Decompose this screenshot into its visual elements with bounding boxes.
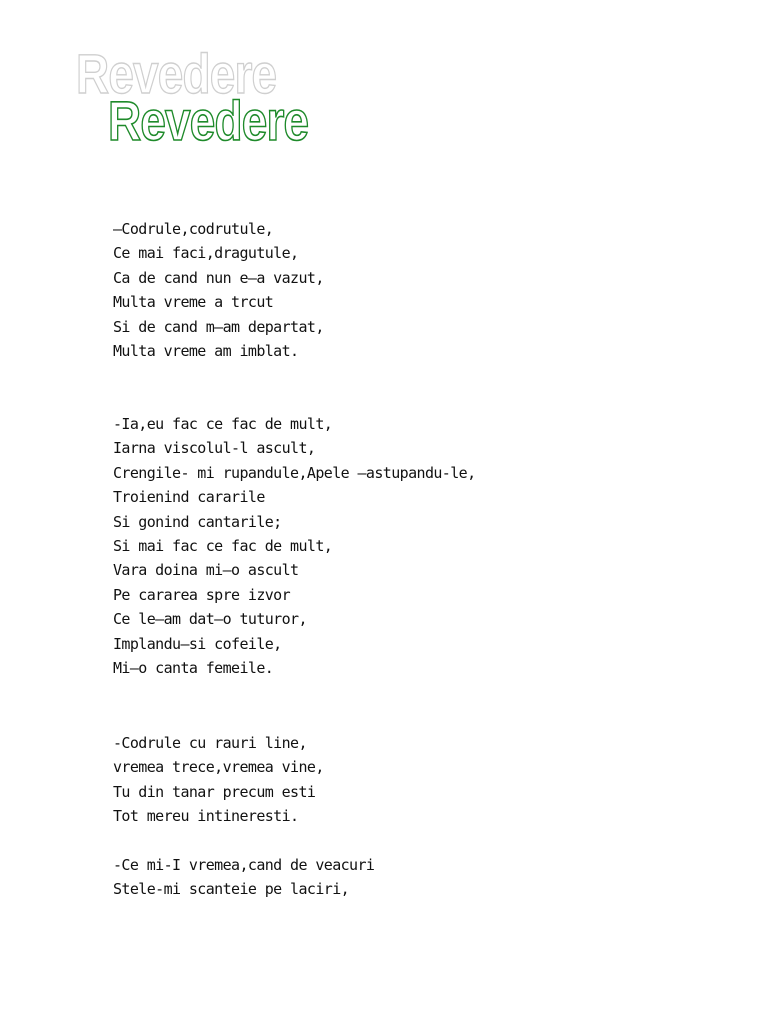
stanza-4 [113, 853, 374, 902]
stanza-3 [113, 731, 324, 829]
stanza-2 [113, 412, 476, 680]
poem-line: -Ia,eu fac ce fac de mult, [113, 415, 333, 433]
poem-line: Si mai fac ce fac de mult, [113, 536, 333, 555]
poem-line: Ce le–am dat–o tuturor, [113, 610, 307, 629]
poem-line: Ce mai faci,dragutule, [113, 244, 299, 263]
poem-line: Multa vreme am imblat. [113, 341, 299, 360]
poem-line: Tu din tanar precum esti [113, 782, 316, 801]
poem-line: Multa vreme a trcut [113, 293, 274, 312]
poem-line: -Ce mi-I vremea,cand de veacuri [113, 856, 375, 874]
poem-line: Si gonind cantarile; [113, 512, 282, 531]
poem-line: Implandu–si cofeile, [113, 634, 282, 653]
poem-line: Mi–o canta femeile. [113, 658, 274, 677]
poem-line: Stele-mi scanteie pe laciri, [113, 880, 350, 899]
poem-line: vremea trece,vremea vine, [113, 758, 324, 777]
poem-line: Tot mereu intineresti. [113, 807, 299, 826]
poem-line: –Codrule,codrutule, [113, 220, 274, 238]
poem-title: Revedere [108, 89, 309, 152]
poem-line: Pe cararea spre izvor [113, 585, 291, 604]
title-shadow: Revedere [76, 42, 277, 105]
poem-line: Crengile- mi rupandule,Apele –astupandu-le, [113, 463, 476, 482]
poem-line: Vara doina mi–o ascult [113, 561, 299, 580]
poem-line: Si de cand m–am departat, [113, 317, 324, 336]
stanza-1 [113, 217, 324, 363]
poem-line: Ca de cand nun e–a vazut, [113, 268, 324, 287]
poem-line: Troienind cararile [113, 488, 265, 507]
poem-line: Iarna viscolul-l ascult, [113, 439, 316, 458]
poem-line: -Codrule cu rauri line, [113, 734, 307, 752]
